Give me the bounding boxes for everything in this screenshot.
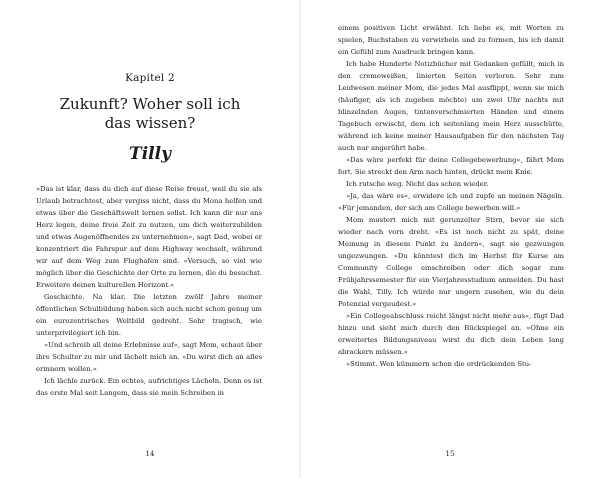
paragraph: »Das wäre perfekt für deine Collegebewerbung«, fährt Mom fort. Sie streckt den Arm nach hinten, drückt mein Knie. [338,156,564,176]
page-number-right: 15 [445,450,455,458]
paragraph: Ich habe Hunderte Notizbücher mit Gedanken gefüllt, mich in den cremeweißen, linierten Seiten verloren. Sehr zum Leidwesen meiner Mom, die jedes Mal ausflippt, wenn sie mich (häufiger, als ich zugeben möchte) um zwei Uhr nachts mit blinzelnden Augen, tintenverschmierten Händen und einem Tagebuch erwischt, dem ich seitenlang mein Herz ausschütte, während ich keine meiner Hausaufgaben für den nächsten Tag auch nur angerührt habe. [338,60,564,152]
left-body-text [36,183,262,399]
paragraph: »Und schreib all deine Erlebnisse auf«, sagt Mom, schaut über ihre Schulter zu mir und lächelt mich an. »Du wirst dich an alles erinnern wollen.« [36,341,262,373]
chapter-label: Kapitel 2 [125,72,175,84]
paragraph: einem positiven Licht erwähnt. Ich liebe es, mit Worten zu spielen, Buchstaben zu verwirbeln und zu formen, bis ich damit ein Gefühl zum Ausdruck bringen kann. [338,24,564,56]
paragraph: »Das ist klar, dass du dich auf diese Reise freust, weil du sie als Urlaub betrachtest, aber vergiss nicht, dass du Mona helfen und etwas über die Geschäftswelt lernen sollst. Ich kann dir nur ans Herz legen, deine freie Zeit zu nutzen, um dich weiterzubilden und etwas Augenöffnendes zu unternehmen«, sagt Dad, wobei er konzentriert die Fahrspur auf dem Highway wechselt, während wir auf dem Weg zum Flughafen sind. »Versuch, so viel wie möglich über die Geschichte der Orte zu lernen, die du besuchst. Erweitere deinen kulturellen Horizont.« [36,185,262,289]
paragraph: Geschichte. Na klar. Die letzten zwölf Jahre meiner öffentlichen Schulbildung haben sich auch nicht schon genug um ein eurozentrisches Weltbild gedreht. Sehr tragisch, wie unterprivilegiert ich bin. [36,293,262,337]
paragraph: »Ein Collegeabschluss reicht längst nicht mehr aus«, fügt Dad hinzu und sieht mich durch den Rückspiegel an. »Ohne ein erweitertes Bildungsniveau wirst du dich dein Leben lang abrackern müssen.« [338,312,564,356]
page-number-left: 14 [145,450,155,458]
paragraph: Ich rutsche weg. Nicht das schon wieder. [346,180,489,188]
paragraph: Mom mustert mich mit gerunzelter Stirn, bevor sie sich wieder nach vorn dreht. »Es ist noch nicht zu spät, deine Meinung in diesem Punkt zu ändern«, sagt sie gezwungen ungezwungen. »Du könntest dich im Herbst für Kurse am Community College einschreiben oder dich sogar zum Frühjahrssemester für ein Vierjahresstudium anmelden. Du hast die Wahl, Tilly. Ich würde nur ungern zusehen, wie du dein Potenzial vergeudest.« [338,216,564,308]
right-page [300,0,600,478]
chapter-title-line-2: das wissen? [104,114,196,132]
paragraph: »Stimmt. Wen kümmern schon die erdrückenden Stu- [346,360,532,368]
narrator-name: Tilly [129,144,171,164]
right-body-text [338,22,564,370]
chapter-title [16,95,284,133]
paragraph: »Ja, das wäre es«, erwidere ich und zupfe an meinen Nägeln. »Für jemanden, der sich am College bewerben will.« [338,192,564,212]
chapter-title-line-1: Zukunft? Woher soll ich [59,95,241,113]
paragraph: Ich lächle zurück. Ein echtes, aufrichtiges Lächeln. Denn es ist das erste Mal seit Langem, dass sie mein Schreiben in [36,377,262,397]
